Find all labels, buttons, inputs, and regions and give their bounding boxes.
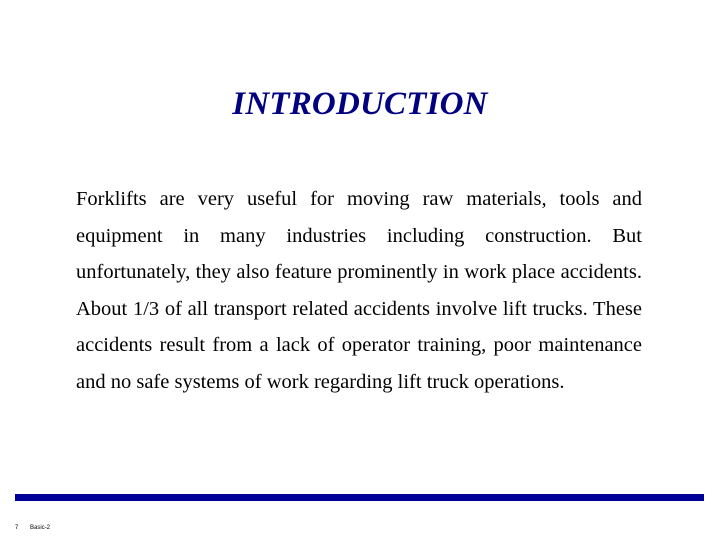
footer-divider-bar (15, 494, 704, 501)
footer-page-number: 7 (15, 525, 19, 531)
slide-title: INTRODUCTION (232, 86, 488, 122)
slide-body-text: Forklifts are very useful for moving raw materials, tools and equipment in many industries including construction. But unfortunately, they also feature prominently in work place accidents. About 1/3 of all transport related accidents involve lift trucks. These accidents result from a lack of operator training, poor maintenance and no safe systems of work regarding lift truck operations. (76, 188, 642, 393)
footer-slide-code: Basic-2 (30, 525, 51, 531)
